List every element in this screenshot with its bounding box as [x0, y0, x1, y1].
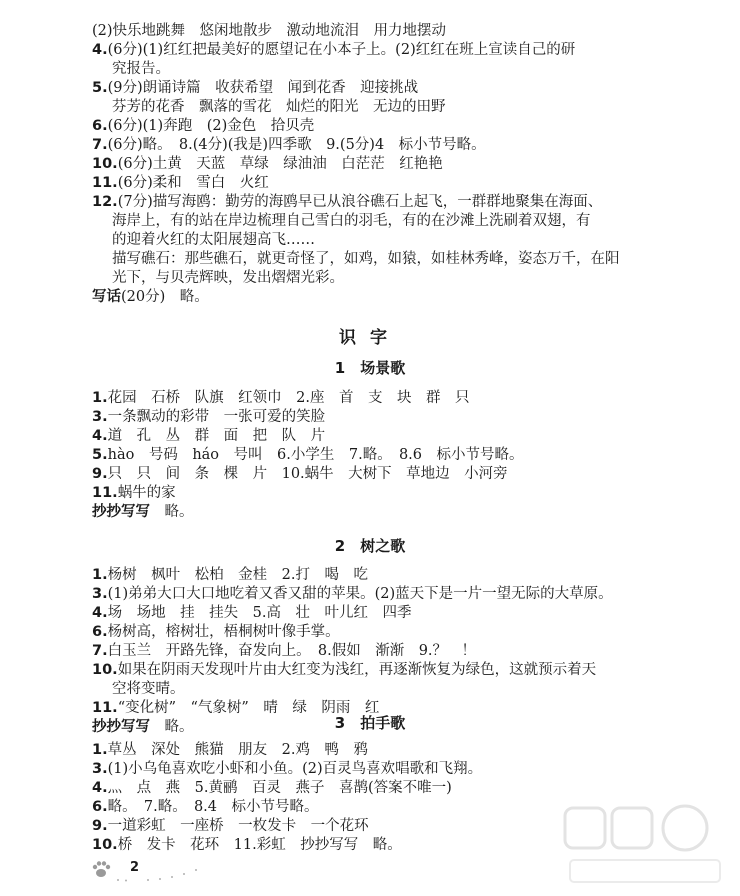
answer-line: 9.一道彩虹 一座桥 一枚发卡 一个花环	[92, 818, 369, 834]
answer-line: 究报告。	[112, 61, 170, 77]
answer-line: 1.草丛 深处 熊猫 朋友 2.鸡 鸭 鸦	[92, 742, 368, 758]
answer-line: 写话(20分) 略。	[92, 289, 209, 305]
section-title-visible: 3 拍手歌	[334, 714, 406, 732]
answer-line: 7.(6分)略。 8.(4分)(我是)四季歌 9.(5分)4 标小节号略。	[92, 137, 486, 153]
answer-line: 9.只 只 间 条 棵 片 10.蜗牛 大树下 草地边 小河旁	[92, 466, 508, 482]
answer-line: 3.(1)小乌龟喜欢吃小虾和小鱼。(2)百灵鸟喜欢唱歌和飞翔。	[92, 761, 483, 777]
answer-line: 6.杨树高，榕树壮，梧桐树叶像手掌。	[92, 624, 340, 640]
answer-line: 10.桥 发卡 花环 11.彩虹 抄抄写写 略。	[92, 837, 402, 853]
answer-line: 10.(6分)土黄 天蓝 草绿 绿油油 白茫茫 红艳艳	[92, 156, 443, 172]
answer-line: 1.杨树 枫叶 松柏 金桂 2.打 喝 吃	[92, 567, 368, 583]
answer-line: 4.场 场地 挂 挂失 5.高 壮 叶儿红 四季	[92, 605, 412, 621]
page-number: 2	[130, 860, 140, 875]
answer-line: 描写礁石：那些礁石，就更奇怪了，如鸡，如猿，如桂林秀峰，姿态万千，在阳	[112, 251, 620, 267]
answer-line: 3.(1)弟弟大口大口地吃着又香又甜的苹果。(2)蓝天下是一片一望无际的大草原。	[92, 586, 613, 602]
answer-line: 海岸上，有的站在岸边梳理自己雪白的羽毛，有的在沙滩上洗刷着双翅，有	[112, 213, 591, 229]
section-title: 1 场景歌	[334, 359, 406, 377]
answer-line: 1.花园 石桥 队旗 红领巾 2.座 首 支 块 群 只	[92, 390, 470, 406]
page-footer	[90, 856, 210, 882]
answer-line: (2)快乐地跳舞 悠闲地散步 激动地流泪 用力地摆动	[92, 23, 447, 39]
answer-line: 11.蜗牛的家	[92, 485, 176, 501]
answer-line: 芬芳的花香 飘落的雪花 灿烂的阳光 无边的田野	[112, 99, 446, 115]
answer-line: 抄抄写写 略。	[92, 719, 194, 735]
answer-line: 11.“变化树” “气象树” 晴 绿 阴雨 红	[92, 700, 380, 716]
answer-line: 3.一条飘动的彩带 一张可爱的笑脸	[92, 409, 326, 425]
answer-line: 7.白玉兰 开路先锋，奋发向上。 8.假如 渐渐 9.？ ！	[92, 643, 477, 659]
answer-line: 6.(6分)(1)奔跑 (2)金色 拾贝壳	[92, 118, 315, 134]
answer-line: 6.略。 7.略。 8.4 标小节号略。	[92, 799, 319, 815]
answer-line: 4.(6分)(1)红红把最美好的愿望记在小本子上。(2)红红在班上宣读自己的研	[92, 42, 576, 58]
answer-line: 抄抄写写 略。	[92, 504, 194, 520]
answer-line: 的迎着火红的太阳展翅高飞……	[112, 232, 315, 248]
answer-line: 10.如果在阴雨天发现叶片由大红变为浅红，再逐渐恢复为绿色，这就预示着天	[92, 662, 597, 678]
answer-line: 11.(6分)柔和 雪白 火红	[92, 175, 269, 191]
answer-line: 空将变晴。	[112, 681, 185, 697]
answer-line: 5.hào 号码 háo 号叫 6.小学生 7.略。 8.6 标小节号略。	[92, 447, 524, 463]
answer-line: 光下，与贝壳辉映，发出熠熠光彩。	[112, 270, 344, 286]
answer-line: 4.灬 点 燕 5.黄鹂 百灵 燕子 喜鹊(答案不唯一)	[92, 780, 452, 796]
section-title: 2 树之歌	[334, 537, 406, 555]
answer-line: 4.道 孔 丛 群 面 把 队 片	[92, 428, 326, 444]
answer-line: 12.(7分)描写海鸥：勤劳的海鸥早已从浪谷礁石上起飞，一群群地聚集在海面、	[92, 194, 603, 210]
watermark-logo-icon	[560, 800, 730, 890]
answer-line: 5.(9分)朗诵诗篇 收获希望 闻到花香 迎接挑战	[92, 80, 419, 96]
unit-heading: 识字	[339, 328, 401, 348]
decorative-dots-icon	[108, 856, 208, 882]
